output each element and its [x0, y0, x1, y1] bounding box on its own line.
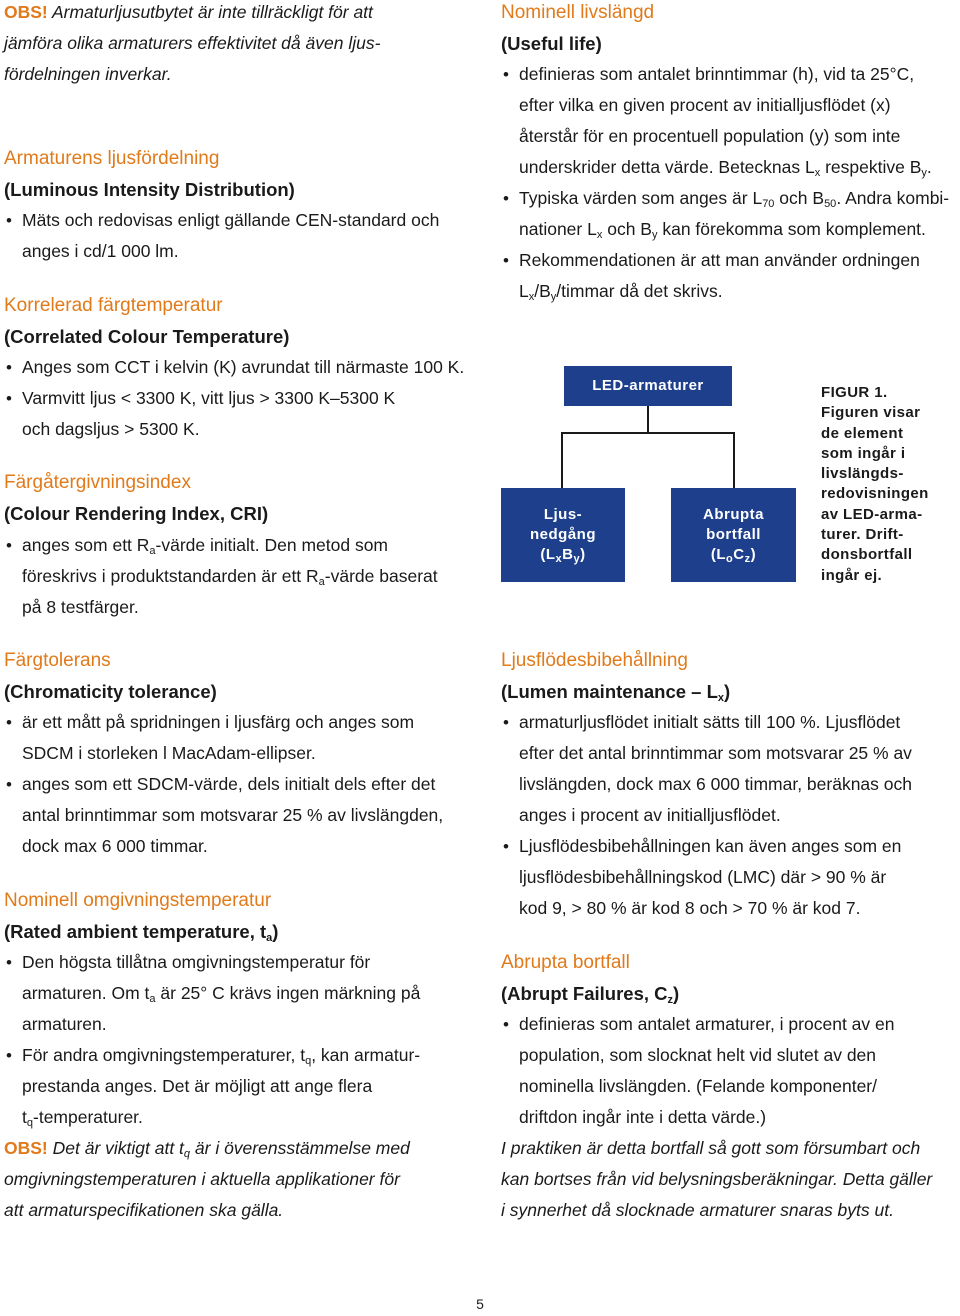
- bullet-continuation: anges i procent av initialljusflödet.: [519, 805, 781, 825]
- subscript: x: [717, 692, 725, 704]
- bullet-continuation: dock max 6 000 timmar.: [22, 836, 208, 856]
- bullet-continuation: på 8 testfärger.: [22, 597, 139, 617]
- bullet-continuation: population, som slocknat helt vid slutet av den: [519, 1045, 877, 1065]
- text: och B: [602, 219, 652, 239]
- section-title-lumen: Ljusflödesbibehållning: [501, 650, 688, 671]
- section-title-cri: Färgåtergivningsindex: [4, 472, 191, 493]
- text: och B: [774, 188, 825, 208]
- subscript: x: [596, 229, 603, 241]
- subscript: a: [149, 545, 156, 557]
- caption-line: som ingår i: [821, 444, 906, 462]
- text: /timmar då det skrivs.: [556, 281, 723, 301]
- section-title-cct: Korrelerad färgtemperatur: [4, 295, 223, 316]
- bullet-item: • Anges som CCT i kelvin (K) avrundat till närmaste 100 K.: [4, 352, 464, 383]
- figure-connector-vertical: [647, 406, 649, 434]
- bullet-continuation: efter det antal brinntimmar som motsvarar 25 % av: [519, 743, 912, 763]
- caption-line: av LED-arma-: [821, 505, 923, 523]
- figure-box-ljusnedgang: [501, 488, 625, 582]
- subscript: x: [528, 291, 535, 303]
- box-line: nedgång: [530, 526, 596, 543]
- subscript: 50: [824, 198, 837, 210]
- text: B: [562, 546, 574, 563]
- text: underskrider detta värde. Betecknas L: [519, 157, 815, 177]
- note-line: omgivningstemperaturen i aktuella applikationer för: [4, 1169, 400, 1189]
- bullet-continuation: [501, 276, 723, 313]
- text: föreskrivs i produktstandarden är ett R: [22, 566, 319, 586]
- subscript: q: [183, 1148, 191, 1160]
- text: -temperaturer.: [33, 1107, 143, 1127]
- figure-connector-left: [561, 432, 563, 488]
- figure-caption: [821, 383, 957, 586]
- subscript: 70: [762, 198, 775, 210]
- bullet-continuation: anges i cd/1 000 lm.: [22, 241, 179, 261]
- bullet-item: • Den högsta tillåtna omgivningstemperatur för: [4, 947, 370, 978]
- section-subtitle-lid: (Luminous Intensity Distribution): [4, 179, 295, 200]
- text: C: [733, 546, 745, 563]
- section-title-abrupt: Abrupta bortfall: [501, 952, 630, 973]
- subscript: y: [550, 291, 557, 303]
- box-line: Ljus-: [543, 506, 583, 523]
- bullet-continuation: nominella livslängden. (Felande komponenter/: [519, 1076, 877, 1096]
- subscript: z: [744, 553, 751, 565]
- text: För andra omgivningstemperaturer, t: [22, 1045, 306, 1065]
- text: anges som ett R: [22, 535, 150, 555]
- text: ): [750, 546, 757, 563]
- note-line: i synnerhet då slocknade armaturer snaras byts ut.: [501, 1200, 894, 1220]
- section-subtitle-life: (Useful life): [501, 33, 602, 54]
- note-line: att armaturspecifikationen ska gälla.: [4, 1200, 284, 1220]
- text: ): [580, 546, 586, 563]
- note-line: kan bortses från vid belysningsberäkningar. Detta gäller: [501, 1169, 933, 1189]
- bullet-item: • anges som ett SDCM-värde, dels initialt dels efter det: [4, 769, 435, 800]
- text: .: [926, 157, 932, 177]
- section-title-life: Nominell livslängd: [501, 2, 655, 23]
- subscript: a: [149, 993, 156, 1005]
- caption-line: FIGUR 1.: [821, 384, 888, 401]
- text: är 25° C krävs ingen märkning på: [155, 983, 421, 1003]
- text: nationer L: [519, 219, 597, 239]
- bullet-item: • Ljusflödesbibehållningen kan även anges som en: [501, 831, 901, 862]
- text: respektive B: [820, 157, 922, 177]
- caption-line: ingår ej.: [821, 566, 883, 584]
- bullet-item: • är ett mått på spridningen i ljusfärg och anges som: [4, 707, 414, 738]
- text: (Rated ambient temperature, t: [4, 921, 267, 942]
- box-line: Abrupta: [703, 506, 764, 523]
- subscript: y: [921, 167, 927, 179]
- box-line: bortfall: [706, 526, 761, 543]
- figure-box-abrupta-bortfall: [671, 488, 796, 582]
- text: t: [22, 1107, 27, 1127]
- caption-line: Figuren visar: [821, 404, 921, 422]
- obs-note-1: [4, 0, 373, 28]
- section-subtitle-chromaticity: (Chromaticity tolerance): [4, 681, 217, 702]
- text: /B: [534, 281, 551, 301]
- bullet-continuation: livslängden, dock max 6 000 timmar, beräknas och: [519, 774, 912, 794]
- subscript: x: [814, 167, 821, 179]
- bullet-continuation: ljusflödesbibehållningskod (LMC) där > 90 % är: [519, 867, 887, 887]
- text: -värde baserat: [324, 566, 438, 586]
- text: armaturen. Om t: [22, 983, 150, 1003]
- text: (L: [540, 546, 556, 563]
- text: (Lumen maintenance – L: [501, 681, 718, 702]
- subscript: z: [667, 994, 674, 1006]
- figure-connector-horizontal: [561, 432, 735, 434]
- section-title-ambient: Nominell omgivningstemperatur: [4, 890, 272, 911]
- bullet-item: • definieras som antalet armaturer, i procent av en: [501, 1009, 894, 1040]
- figure-connector-right: [733, 432, 735, 488]
- text: Det är viktigt att t: [47, 1138, 184, 1158]
- caption-line: redovisningen: [821, 485, 929, 503]
- caption-line: donsbortfall: [821, 546, 913, 564]
- text: , kan armatur-: [311, 1045, 421, 1065]
- section-title-lid: Armaturens ljusfördelning: [4, 148, 220, 169]
- subscript: o: [726, 553, 734, 565]
- text: (L: [710, 546, 727, 563]
- note-line: fördelningen inverkar.: [4, 64, 172, 84]
- text: ): [673, 983, 680, 1004]
- subscript: q: [305, 1055, 312, 1067]
- obs-label: OBS!: [4, 1138, 48, 1158]
- text: ): [272, 921, 279, 942]
- text: (Abrupt Failures, C: [501, 983, 668, 1004]
- note-line: I praktiken är detta bortfall så gott som försumbart och: [501, 1138, 921, 1158]
- bullet-continuation: driftdon ingår inte i detta värde.): [519, 1107, 767, 1127]
- subscript: y: [573, 553, 581, 565]
- text: -värde initialt. Den metod som: [155, 535, 389, 555]
- obs-label: OBS!: [4, 2, 48, 22]
- text: är i överensstämmelse med: [190, 1138, 410, 1158]
- bullet-continuation: antal brinntimmar som motsvarar 25 % av livslängden,: [22, 805, 444, 825]
- bullet-item: • Rekommendationen är att man använder ordningen: [501, 245, 920, 276]
- text: kan förekomma som komplement.: [657, 219, 926, 239]
- text: ): [724, 681, 731, 702]
- box-line: [671, 545, 796, 569]
- caption-line: turer. Drift-: [821, 526, 904, 544]
- bullet-item: • definieras som antalet brinntimmar (h), vid ta 25°C,: [501, 59, 914, 90]
- figure-box-led-armaturer: LED-armaturer: [564, 366, 732, 406]
- note-line: jämföra olika armaturers effektivitet då även ljus-: [4, 33, 381, 53]
- caption-line: livslängds-: [821, 465, 904, 483]
- section-subtitle-cct: (Correlated Colour Temperature): [4, 326, 290, 347]
- bullet-item: • armaturljusflödet initialt sätts till 100 %. Ljusflödet: [501, 707, 900, 738]
- page-number: 5: [476, 1296, 484, 1312]
- bullet-continuation: kod 9, > 80 % är kod 8 och > 70 % är kod 7.: [519, 898, 861, 918]
- caption-line: de element: [821, 424, 904, 442]
- subscript: y: [651, 229, 658, 241]
- subscript: x: [555, 553, 563, 565]
- section-title-chromaticity: Färgtolerans: [4, 650, 111, 671]
- note-text: Armaturljusutbytet är inte tillräckligt för att: [47, 2, 373, 22]
- section-subtitle-cri: (Colour Rendering Index, CRI): [4, 503, 269, 524]
- bullet-item: • Varmvitt ljus < 3300 K, vitt ljus > 3300 K–5300 K: [4, 383, 395, 414]
- bullet-continuation: armaturen.: [22, 1014, 107, 1034]
- box-line: [501, 545, 625, 569]
- bullet-continuation: och dagsljus > 5300 K.: [22, 419, 200, 439]
- text: L: [519, 281, 529, 301]
- bullet-continuation: prestanda anges. Det är möjligt att ange flera: [22, 1076, 373, 1096]
- subscript: a: [318, 576, 325, 588]
- bullet-continuation: efter vilka en given procent av initialljusflödet (x): [519, 95, 891, 115]
- text: . Andra kombi-: [836, 188, 950, 208]
- subscript: a: [266, 932, 273, 944]
- text: Typiska värden som anges är L: [519, 188, 763, 208]
- bullet-item: • Mäts och redovisas enligt gällande CEN-standard och: [4, 205, 439, 236]
- subscript: q: [26, 1117, 33, 1129]
- bullet-continuation: återstår för en procentuell population (y) som inte: [519, 126, 901, 146]
- bullet-continuation: SDCM i storleken l MacAdam-ellipser.: [22, 743, 316, 763]
